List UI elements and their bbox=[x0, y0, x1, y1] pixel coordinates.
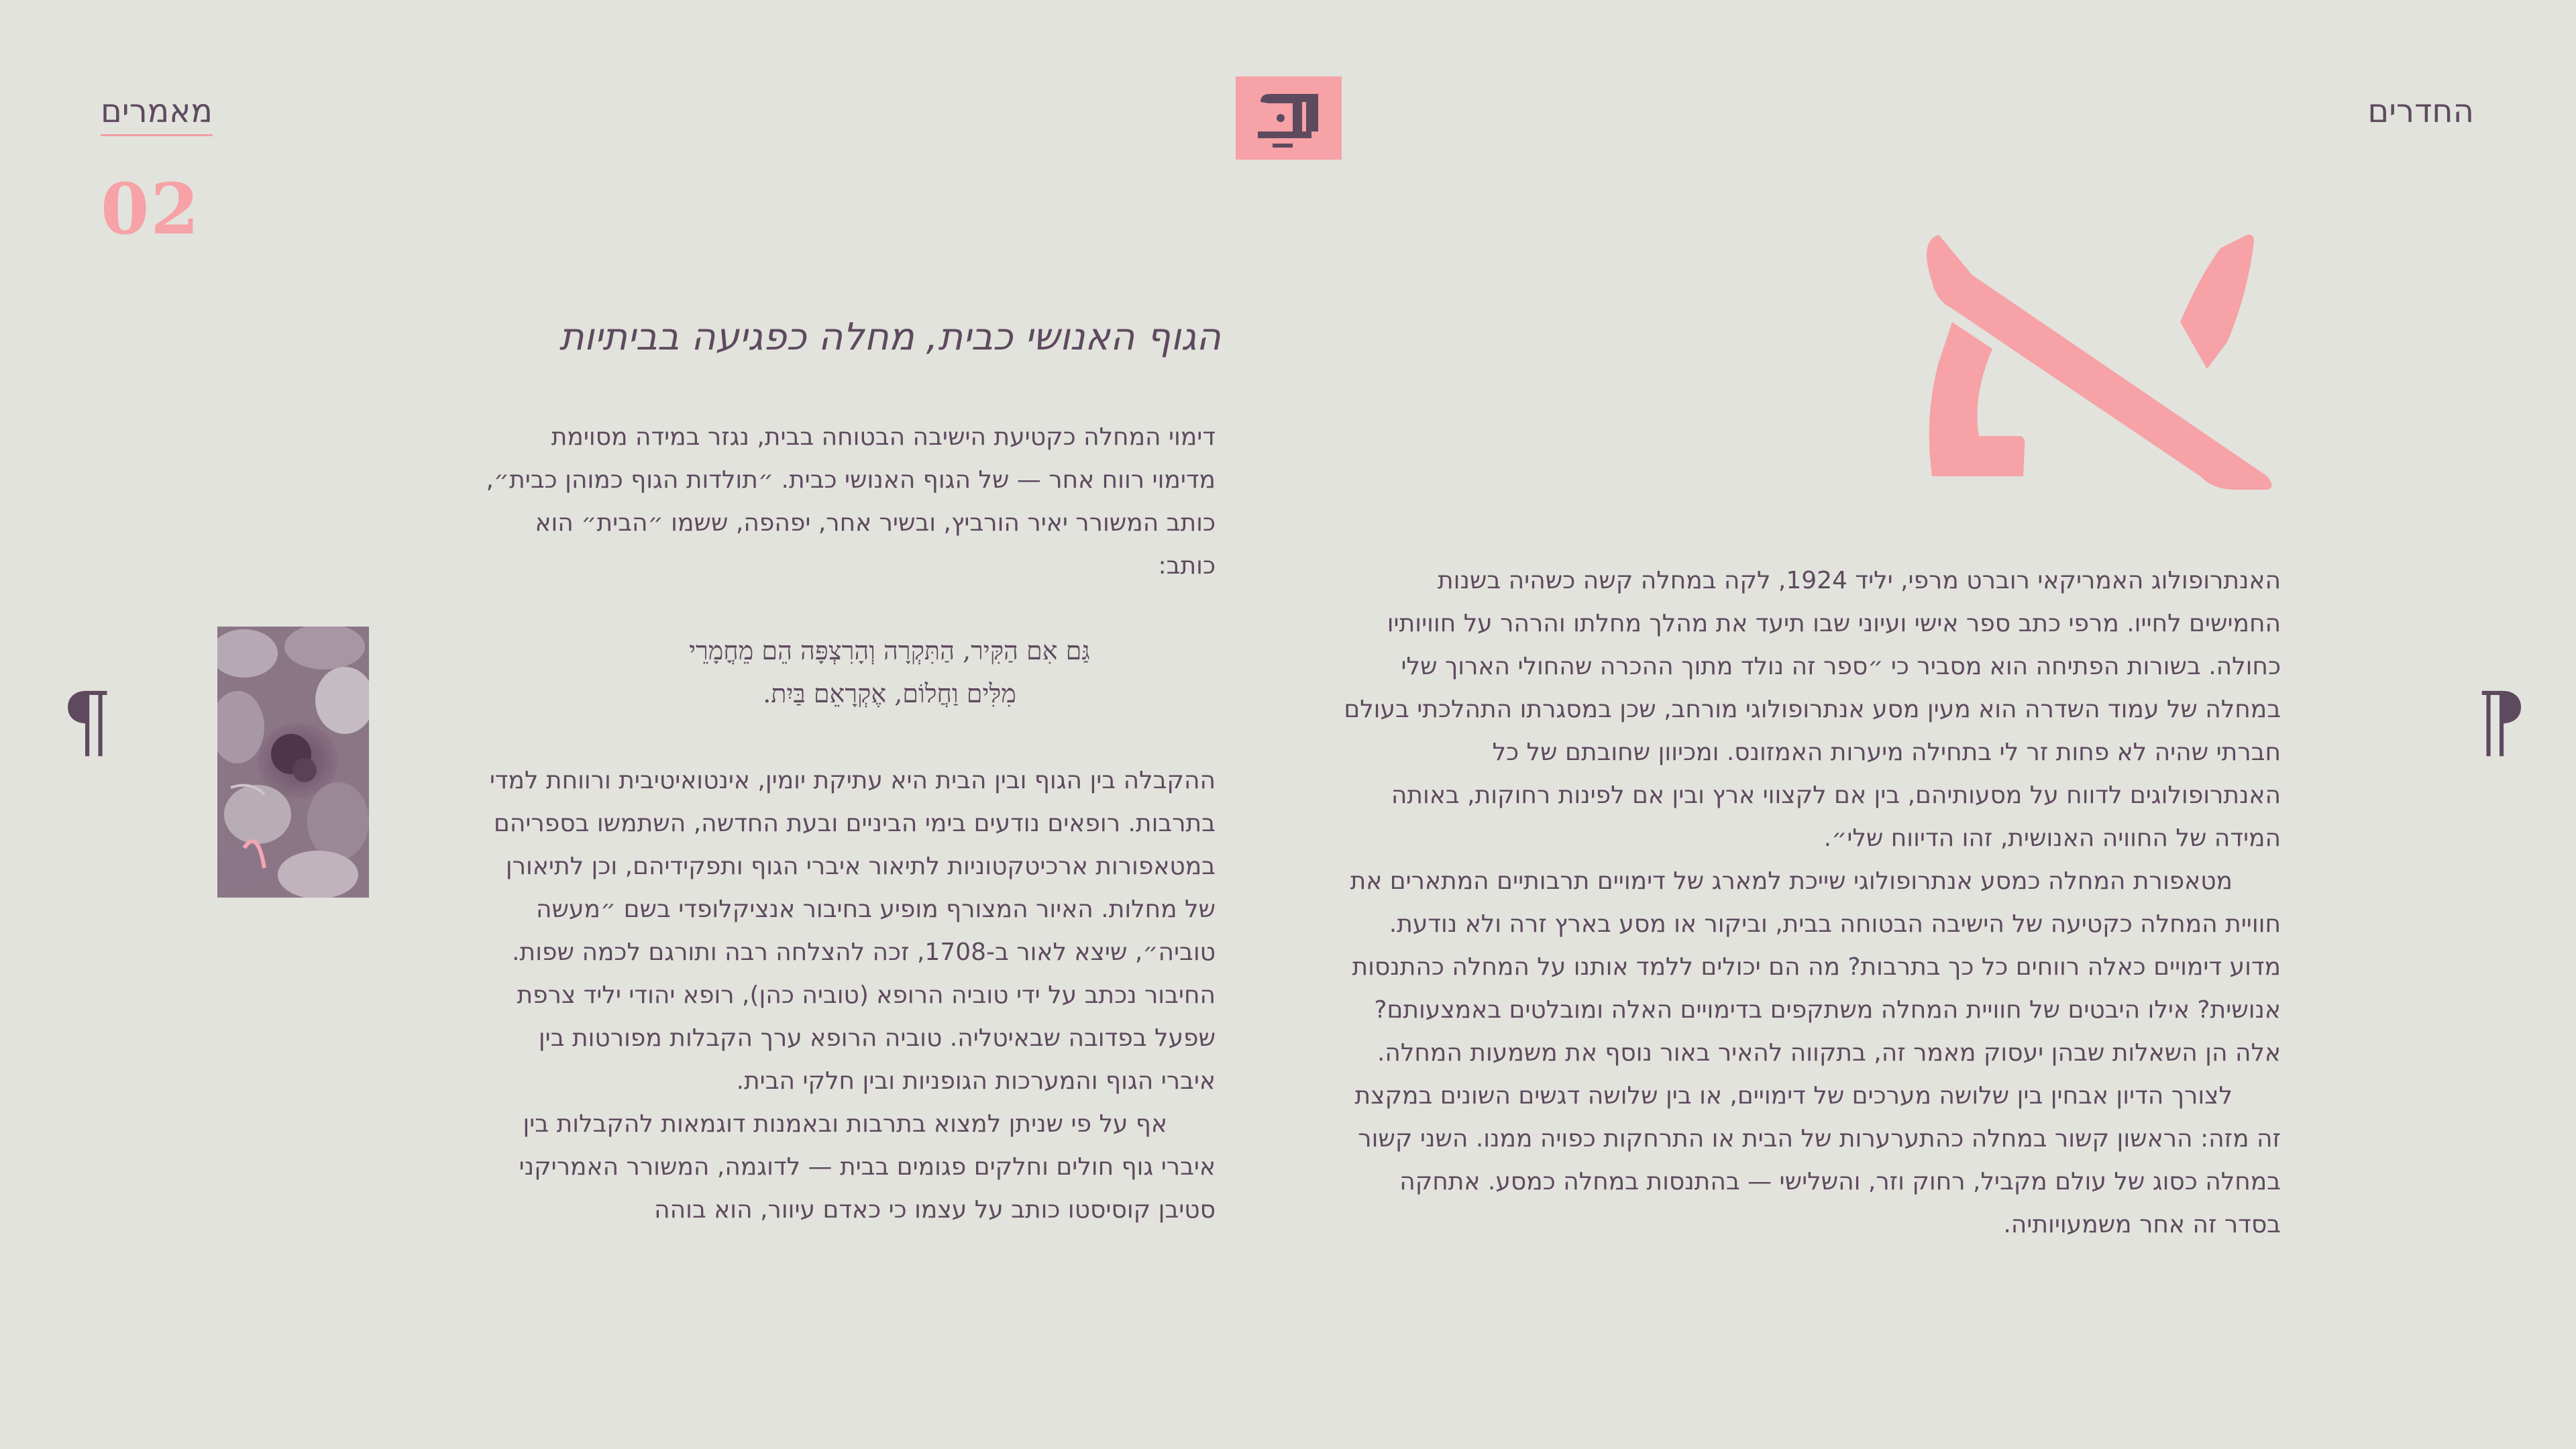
paragraph: מטאפורת המחלה כמסע אנתרופולוגי שייכת למארג של דימויים תרבותיים המתארים את חוויית המחלה כקטיעה של הישיבה הבטוחה בבית, וביקור או מסע בארץ זרה ולא נודעת. מדוע דימויים כאלה רווחים כל כך בתרבות? מה הם יכולים ללמד אותנו על המחלה כהתנסות אנושית? אילו היבטים של חוויית המחלה משתקפים בדימויים האלה ומובלטים באמצעותם? אלה הן השאלות שבהן יעסוק מאמר זה, בתקווה להאיר באור נוסף את משמעות המחלה. bbox=[1350, 867, 2281, 1067]
prev-page-pilcrow-icon[interactable]: ¶ bbox=[62, 675, 113, 767]
paragraph: ההקבלה בין הגוף ובין הבית היא עתיקת יומין, אינטואיטיבית ורווחת למדי בתרבות. רופאים נודעים בימי הביניים ובעת החדשה, השתמשו בספריהם במטאפורות ארכיטקטוניות לתיאור איברי הגוף ותפקידיהם, וכן לתיאורן של מחלות. האיור המצורף מופיע בחיבור אנציקלופדי בשם ״מעשה טוביה״, שיצא לאור ב-1708, זכה להצלחה רבה ותורגם לכמה שפות. החיבור נכתב על ידי טוביה הרופא (טוביה כהן), רופא יהודי יליד צרפת שפעל בפדובה שבאיטליה. טוביה הרופא ערך הקבלות מפורטות בין איברי הגוף והמערכות הגופניות ובין חלקי הבית. bbox=[489, 767, 1216, 1095]
big-letter-alef-icon bbox=[1892, 195, 2294, 517]
logo-mark bbox=[1248, 85, 1329, 152]
paragraph: דימוי המחלה כקטיעת הישיבה הבטוחה בבית, נגזר במידה מסוימת מדימוי רווח אחר — של הגוף האנושי כבית. ״תולדות הגוף כמוהן כבית״, כותב המשורר יאיר הורביץ, ובשיר אחר, יפהפה, ששמו ״הבית״ הוא כותב: bbox=[486, 423, 1216, 580]
poem-line: מִלִּים וַחֲלוֹם, אֶקְרָאֵם בַּיִת. bbox=[763, 679, 1016, 708]
paragraph: האנתרופולוג האמריקאי רוברט מרפי, יליד 1924, לקה במחלה קשה כשהיה בשנות החמישים לחייו. מרפי כתב ספר אישי ועיוני שבו תיעד את מהלך מחלתו והרהר על חוויותיו כחולה. בשורות הפתיחה הוא מסביר כי ״ספר זה נולד מתוך ההכרה שהחולי הארוך שלי במחלה של עמוד השדרה הוא מעין מסע אנתרופולוגי מורחב, שכן במסגרתו התהלכתי בעולם חברתי שהיה לא פחות זר לי בתחילה מיערות האמזונס. ומכיוון שחובתם של כל האנתרופולוגים לדווח על מסעותיהם, בין אם לקצווי ארץ ובין אם לפינות רחוקות, באותה המידה של החוויה האנושית, זהו הדיווח שלי״. bbox=[1344, 567, 2281, 852]
paragraph: לצורך הדיון אבחין בין שלושה מערכים של דימויים, או בין שלושה דגשים השונים במקצת זה מזה: הראשון קשור במחלה כהתערערות של הבית או התרחקות כפויה ממנו. השני קשור במחלה כסוג של עולם מקביל, רחוק וזר, והשלישי — בהתנסות במחלה כמסע. אתחקה בסדר זה אחר משמעויותיה. bbox=[1354, 1082, 2281, 1238]
plant-photo[interactable] bbox=[217, 627, 369, 898]
paragraph: אף על פי שניתן למצוא בתרבות ובאמנות דוגמאות להקבלות בין איברי גוף חולים וחלקים פגומים בבית — לדוגמה, המשורר האמריקני סטיבן קוסיסטו כותב על עצמו כי כאדם עיוור, הוא בוהה bbox=[519, 1110, 1216, 1224]
article-intro-column bbox=[1342, 559, 2281, 1246]
page-number: 02 bbox=[101, 168, 201, 250]
poem-line: גַּם אִם הַקִּיר, הַתִּקְרָה וְהָרִצְפָּה הֵם מֵחֳמָרֵי bbox=[689, 636, 1090, 665]
poem-quote bbox=[483, 629, 1216, 715]
next-page-pilcrow-icon[interactable]: ¶ bbox=[2477, 675, 2528, 767]
nav-link-rooms[interactable]: החדרים bbox=[2367, 93, 2474, 130]
site-logo[interactable] bbox=[1236, 76, 1342, 160]
nav-link-articles[interactable]: מאמרים bbox=[101, 93, 213, 136]
section-title: הגוף האנושי כבית, מחלה כפגיעה בביתיות bbox=[559, 315, 1221, 359]
article-body-column bbox=[483, 416, 1216, 1232]
